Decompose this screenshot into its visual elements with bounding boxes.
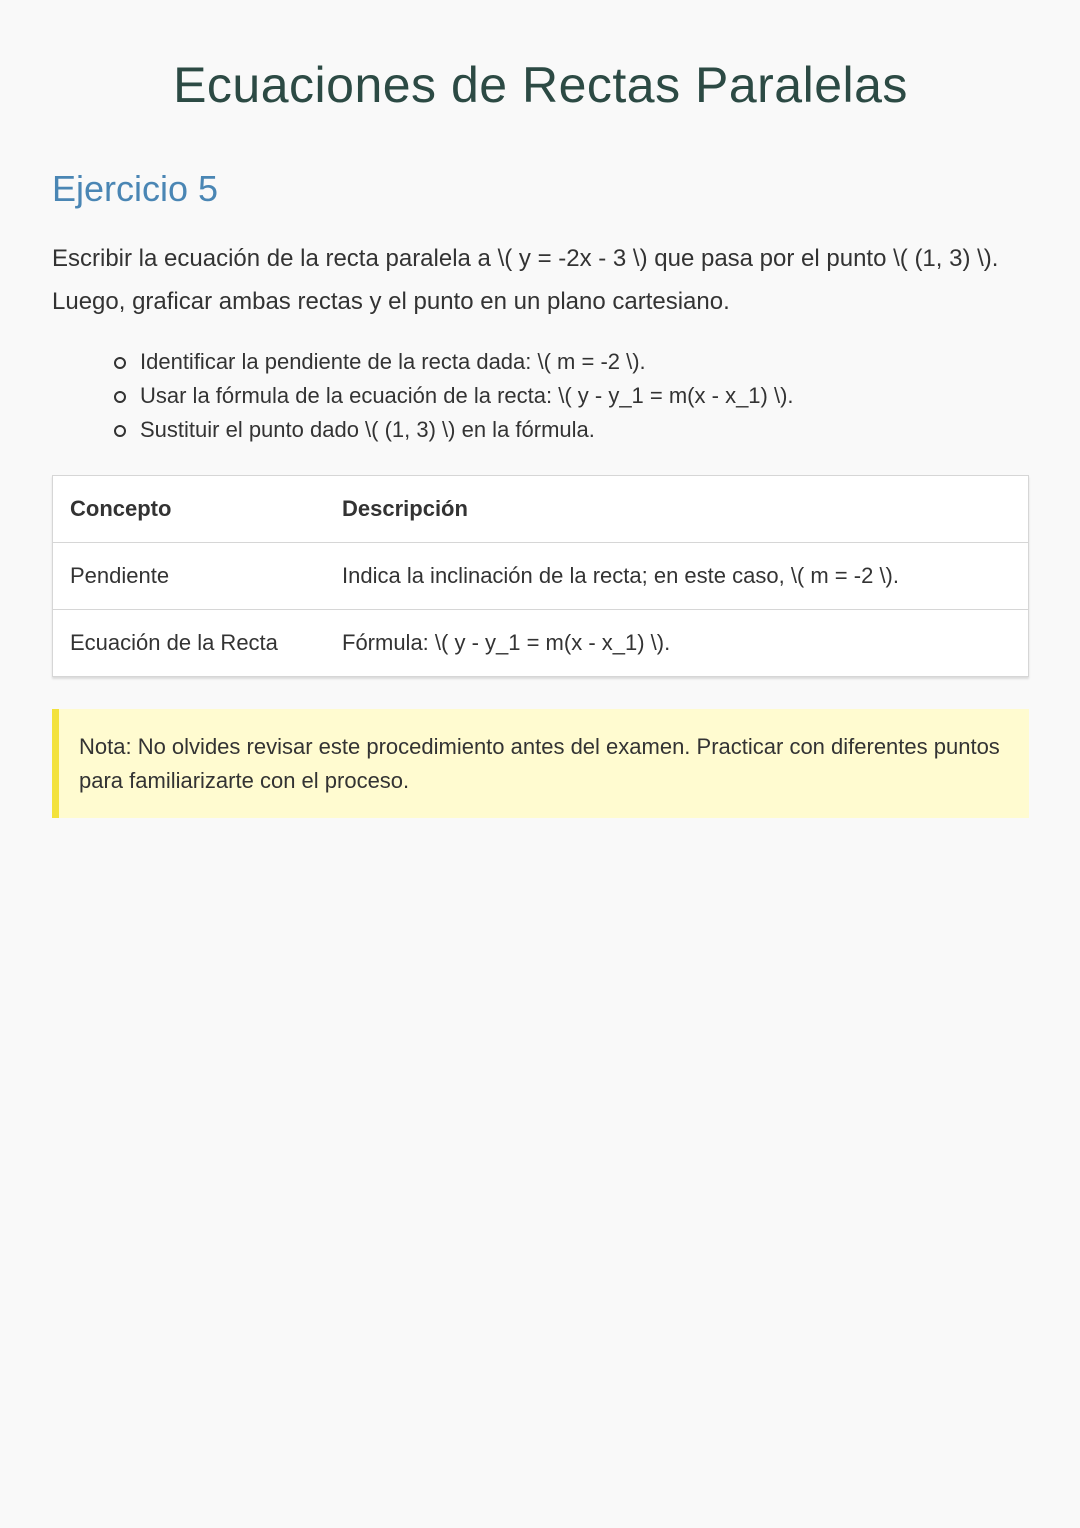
- circle-bullet-icon: [114, 391, 126, 403]
- exercise-statement: Escribir la ecuación de la recta paralela a \( y = -2x - 3 \) que pasa por el punto \( (1, 3) \). Luego, graficar ambas rectas y el punto en un plano cartesiano.: [52, 245, 999, 315]
- note-callout: Nota: No olvides revisar este procedimiento antes del examen. Practicar con diferentes puntos para familiarizarte con el proceso.: [52, 709, 1029, 818]
- list-item: [112, 413, 794, 447]
- page-title: Ecuaciones de Rectas Paralelas: [173, 57, 908, 113]
- table-header-row: [53, 476, 1029, 543]
- column-header-description: Descripción: [325, 476, 1029, 543]
- table-row: [53, 610, 1029, 677]
- step-text: Sustituir el punto dado \( (1, 3) \) en la fórmula.: [140, 417, 595, 442]
- table-cell: Pendiente: [53, 543, 326, 610]
- section-title: Ejercicio 5: [52, 168, 219, 209]
- list-item: [112, 379, 794, 413]
- list-item: [112, 345, 794, 379]
- step-text: Usar la fórmula de la ecuación de la recta: \( y - y_1 = m(x - x_1) \).: [140, 383, 794, 408]
- circle-bullet-icon: [114, 425, 126, 437]
- column-header-concept: Concepto: [53, 476, 326, 543]
- table-cell: Fórmula: \( y - y_1 = m(x - x_1) \).: [325, 610, 1029, 677]
- step-text: Identificar la pendiente de la recta dada: \( m = -2 \).: [140, 349, 646, 374]
- table-cell: Indica la inclinación de la recta; en este caso, \( m = -2 \).: [325, 543, 1029, 610]
- circle-bullet-icon: [114, 357, 126, 369]
- table-row: [53, 543, 1029, 610]
- concept-table: [52, 475, 1029, 677]
- table-cell: Ecuación de la Recta: [53, 610, 326, 677]
- steps-list: [112, 345, 794, 447]
